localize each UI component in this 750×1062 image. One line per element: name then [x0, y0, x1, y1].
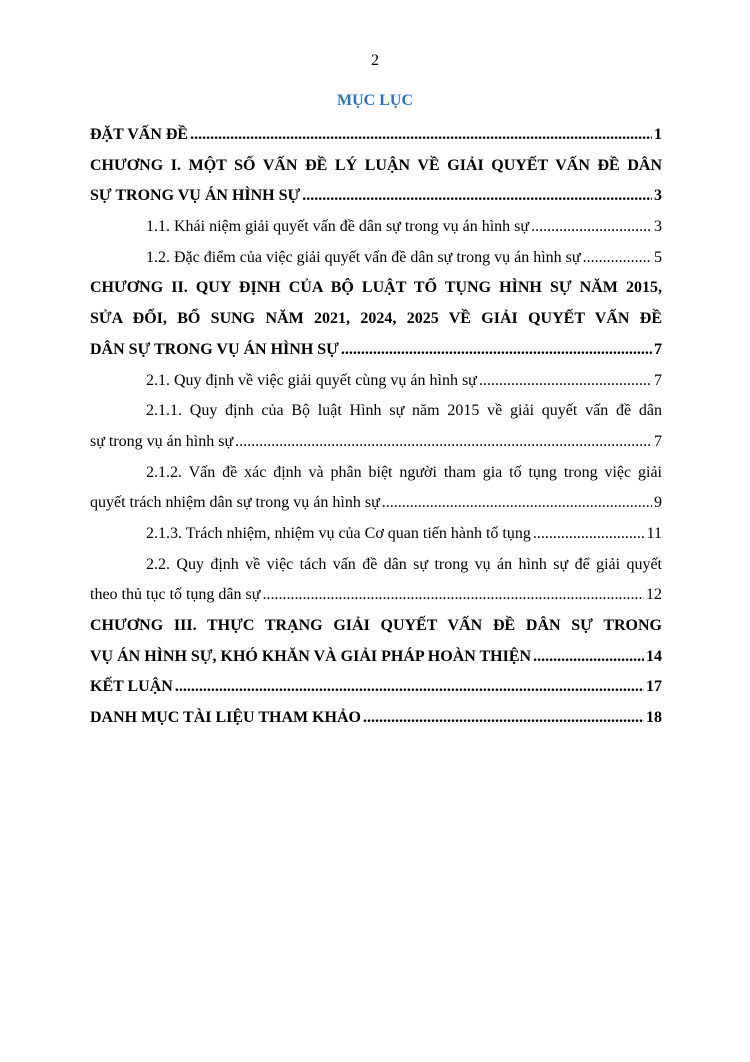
toc-entry-2-1-2[interactable] — [90, 488, 662, 519]
toc-entry-title: theo thủ tục tố tụng dân sự — [90, 586, 261, 604]
dot-leader — [175, 672, 644, 703]
toc-entry-title: 2.1. Quy định về việc giải quyết cùng vụ án hình sự — [146, 371, 477, 389]
toc-entry-page: 12 — [646, 586, 662, 604]
toc-entry-ket-luan[interactable] — [90, 672, 662, 703]
dot-leader — [583, 243, 652, 274]
toc-entry-title: quyết trách nhiệm dân sự trong vụ án hình sự — [90, 494, 380, 512]
toc-entry-title: sự trong vụ án hình sự — [90, 432, 234, 450]
toc-entry-chuong-2[interactable] — [90, 335, 662, 366]
toc-entry-page: 14 — [646, 647, 662, 665]
toc-entry-page: 7 — [654, 371, 662, 389]
dot-leader — [533, 519, 645, 550]
toc-entry-page: 3 — [654, 218, 662, 236]
toc-entry-title: DANH MỤC TÀI LIỆU THAM KHẢO — [90, 709, 361, 727]
toc-entry-2-2[interactable] — [90, 580, 662, 611]
toc-entry-2-1-1[interactable] — [90, 427, 662, 458]
toc-entry-page: 17 — [646, 678, 662, 696]
toc-entry-1-1[interactable] — [90, 212, 662, 243]
dot-leader — [533, 642, 644, 673]
toc-entry-title: 1.2. Đặc điểm của việc giải quyết vấn đề dân sự trong vụ án hình sự — [146, 248, 581, 266]
toc-entry-chuong-1-line1[interactable]: CHƯƠNG I. MỘT SỐ VẤN ĐỀ LÝ LUẬN VỀ GIẢI QUYẾT VẤN ĐỀ DÂN — [90, 156, 662, 174]
toc-entry-title: SỰ TRONG VỤ ÁN HÌNH SỰ — [90, 187, 301, 205]
toc-entry-page: 1 — [654, 126, 662, 143]
toc-entry-2-1-1-line1[interactable]: 2.1.1. Quy định của Bộ luật Hình sự năm 2015 về giải quyết vấn đề dân — [146, 402, 662, 420]
toc-entry-title: 1.1. Khái niệm giải quyết vấn đề dân sự trong vụ án hình sự — [146, 218, 530, 236]
page-number: 2 — [371, 52, 379, 69]
toc-title: MỤC LỤC — [337, 92, 413, 109]
dot-leader — [190, 120, 652, 151]
toc-entry-page: 9 — [654, 494, 662, 512]
toc-entry-tai-lieu-tham-khao[interactable] — [90, 703, 662, 734]
toc-entry-2-1-2-line1[interactable]: 2.1.2. Vấn đề xác định và phân biệt người tham gia tố tụng trong việc giải — [146, 463, 662, 481]
toc-entry-2-1[interactable] — [90, 366, 662, 397]
dot-leader — [479, 366, 652, 397]
toc-entry-page: 7 — [654, 340, 662, 358]
toc-entry-dat-van-de[interactable] — [90, 120, 662, 151]
toc-entry-2-1-3[interactable] — [90, 519, 662, 550]
toc-entry-title: KẾT LUẬN — [90, 678, 173, 696]
toc-entry-page: 7 — [654, 432, 662, 450]
toc-entry-chuong-3-line1[interactable]: CHƯƠNG III. THỰC TRẠNG GIẢI QUYẾT VẤN ĐỀ DÂN SỰ TRONG — [90, 617, 662, 634]
dot-leader — [531, 212, 652, 243]
toc-entry-title: DÂN SỰ TRONG VỤ ÁN HÌNH SỰ — [90, 340, 339, 358]
dot-leader — [302, 181, 652, 212]
toc-entry-1-2[interactable] — [90, 243, 662, 274]
toc-entry-page: 5 — [654, 248, 662, 266]
dot-leader — [341, 335, 652, 366]
toc-entry-chuong-2-line2[interactable]: SỬA ĐỔI, BỔ SUNG NĂM 2021, 2024, 2025 VỀ GIẢI QUYẾT VẤN ĐỀ — [90, 310, 662, 328]
toc-entry-page: 18 — [646, 709, 662, 727]
dot-leader — [382, 488, 652, 519]
toc-entry-title: ĐẶT VẤN ĐỀ — [90, 126, 189, 143]
toc-entry-title: 2.1.3. Trách nhiệm, nhiệm vụ của Cơ quan tiến hành tố tụng — [146, 524, 531, 542]
toc-entry-2-2-line1[interactable]: 2.2. Quy định về việc tách vấn đề dân sự trong vụ án hình sự để giải quyết — [146, 555, 662, 573]
dot-leader — [262, 580, 644, 611]
toc-entry-chuong-3[interactable] — [90, 642, 662, 673]
toc-entry-chuong-1[interactable] — [90, 181, 662, 212]
toc-entry-chuong-2-line1[interactable]: CHƯƠNG II. QUY ĐỊNH CỦA BỘ LUẬT TỐ TỤNG HÌNH SỰ NĂM 2015, — [90, 279, 662, 297]
toc-entry-page: 11 — [646, 524, 662, 542]
toc-entry-page: 3 — [654, 187, 662, 205]
table-of-contents — [90, 120, 662, 734]
dot-leader — [235, 427, 652, 458]
dot-leader — [363, 703, 644, 734]
toc-entry-title: VỤ ÁN HÌNH SỰ, KHÓ KHĂN VÀ GIẢI PHÁP HOÀN THIỆN — [90, 647, 532, 665]
